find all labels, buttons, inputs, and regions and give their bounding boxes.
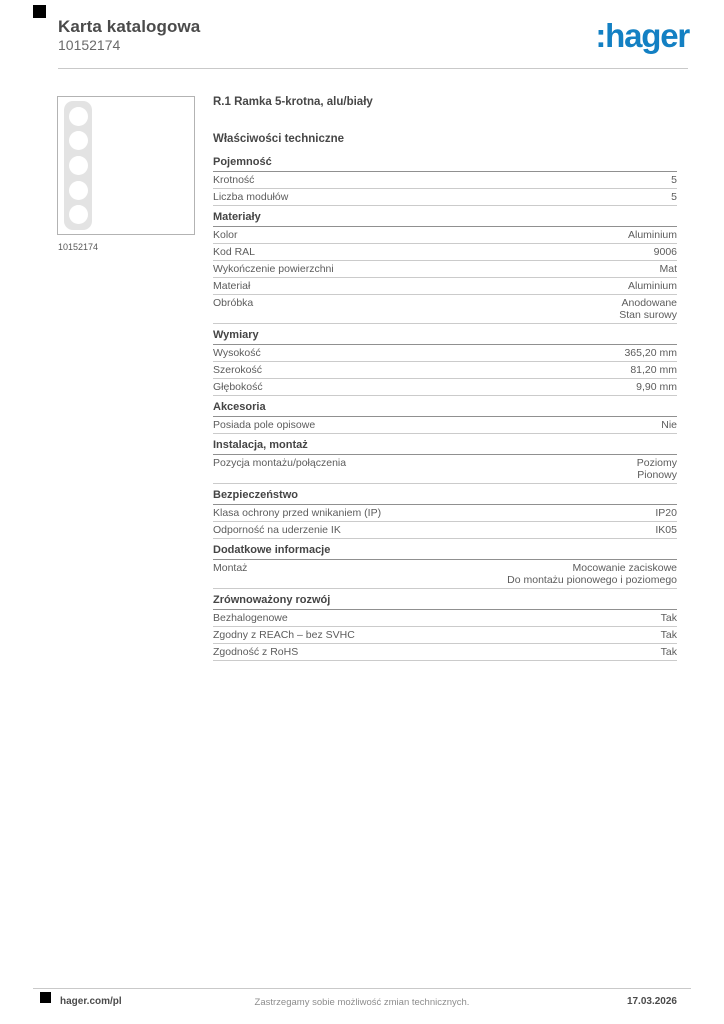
spec-row <box>213 172 677 189</box>
spec-value: 9006 <box>653 246 677 258</box>
spec-label: Wykończenie powierzchni <box>213 263 334 275</box>
spec-value: 9,90 mm <box>636 381 677 393</box>
section-title: Akcesoria <box>213 400 677 417</box>
spec-row <box>213 379 677 396</box>
spec-label: Liczba modułów <box>213 191 289 203</box>
section-dodatkowe-informacje <box>213 543 677 589</box>
spec-value: Tak <box>660 612 677 624</box>
frame-opening <box>69 205 88 224</box>
product-image <box>57 96 195 235</box>
section-instalacja <box>213 438 677 484</box>
spec-row <box>213 644 677 661</box>
spec-value: Aluminium <box>627 229 677 241</box>
spec-row <box>213 560 677 589</box>
spec-value: 81,20 mm <box>630 364 677 376</box>
footer-disclaimer: Zastrzegamy sobie możliwość zmian technicznych. <box>254 997 470 1008</box>
spec-value: 365,20 mm <box>624 347 677 359</box>
section-akcesoria <box>213 400 677 434</box>
spec-row <box>213 522 677 539</box>
spec-label: Kod RAL <box>213 246 256 258</box>
spec-label: Odporność na uderzenie IK <box>213 524 341 536</box>
section-title: Bezpieczeństwo <box>213 488 677 505</box>
spec-row <box>213 261 677 278</box>
section-title: Materiały <box>213 210 677 227</box>
spec-label: Zgodność z RoHS <box>213 646 299 658</box>
specs-heading: Właściwości techniczne <box>213 133 345 145</box>
spec-value: 5 <box>671 191 677 203</box>
spec-value: 5 <box>671 174 677 186</box>
spec-value: Pionowy <box>637 469 677 481</box>
section-materialy <box>213 210 677 324</box>
spec-value: IK05 <box>655 524 677 536</box>
spec-label: Bezhalogenowe <box>213 612 288 624</box>
section-title: Zrównoważony rozwój <box>213 593 677 610</box>
spec-label: Zgodny z REACh – bez SVHC <box>213 629 355 641</box>
spec-value: Stan surowy <box>619 309 677 321</box>
section-title: Wymiary <box>213 328 677 345</box>
frame-5-gang-graphic <box>64 101 92 230</box>
frame-opening <box>69 107 88 126</box>
footer-date: 17.03.2026 <box>626 996 677 1007</box>
spec-value: Tak <box>660 629 677 641</box>
section-title: Dodatkowe informacje <box>213 543 677 560</box>
spec-row <box>213 295 677 324</box>
spec-row <box>213 189 677 206</box>
frame-opening <box>69 181 88 200</box>
spec-row <box>213 505 677 522</box>
spec-value: Anodowane <box>621 297 677 309</box>
footer-divider <box>33 988 691 989</box>
product-title: R.1 Ramka 5-krotna, alu/biały <box>213 96 373 108</box>
section-title: Pojemność <box>213 155 677 172</box>
product-ref-number: 10152174 <box>58 37 121 53</box>
spec-label: Pozycja montażu/połączenia <box>213 457 347 469</box>
product-image-caption: 10152174 <box>58 242 99 252</box>
header <box>58 17 200 54</box>
spec-value: Nie <box>661 419 677 431</box>
page-corner-mark <box>33 5 46 18</box>
spec-row <box>213 417 677 434</box>
frame-opening <box>69 156 88 175</box>
spec-label: Krotność <box>213 174 255 186</box>
section-wymiary <box>213 328 677 396</box>
spec-row <box>213 278 677 295</box>
section-zrownowazony-rozwoj <box>213 593 677 661</box>
spec-label: Klasa ochrony przed wnikaniem (IP) <box>213 507 382 519</box>
spec-value: Do montażu pionowego i poziomego <box>507 574 677 586</box>
spec-row <box>213 345 677 362</box>
hager-logo: :hager <box>595 17 689 54</box>
spec-row <box>213 227 677 244</box>
section-pojemnosc <box>213 155 677 206</box>
spec-label: Głębokość <box>213 381 263 393</box>
spec-label: Kolor <box>213 229 238 241</box>
spec-row <box>213 610 677 627</box>
section-title: Instalacja, montaż <box>213 438 677 455</box>
spec-value: Poziomy <box>636 457 677 469</box>
spec-value: Aluminium <box>627 280 677 292</box>
spec-value: IP20 <box>655 507 677 519</box>
spec-row <box>213 362 677 379</box>
spec-value: Tak <box>660 646 677 658</box>
footer-site-link[interactable]: hager.com/pl <box>60 996 122 1007</box>
spec-label: Szerokość <box>213 364 263 376</box>
frame-opening <box>69 131 88 150</box>
header-divider <box>58 68 688 69</box>
spec-row <box>213 244 677 261</box>
spec-label: Wysokość <box>213 347 261 359</box>
spec-row <box>213 455 677 484</box>
spec-label: Obróbka <box>213 297 254 309</box>
page-title: Karta katalogowa <box>58 17 201 36</box>
spec-table <box>213 90 677 661</box>
spec-label: Materiał <box>213 280 251 292</box>
spec-label: Posiada pole opisowe <box>213 419 316 431</box>
spec-value: Mocowanie zaciskowe <box>572 562 677 574</box>
spec-row <box>213 627 677 644</box>
spec-label: Montaż <box>213 562 248 574</box>
spec-value: Mat <box>659 263 677 275</box>
section-bezpieczenstwo <box>213 488 677 539</box>
